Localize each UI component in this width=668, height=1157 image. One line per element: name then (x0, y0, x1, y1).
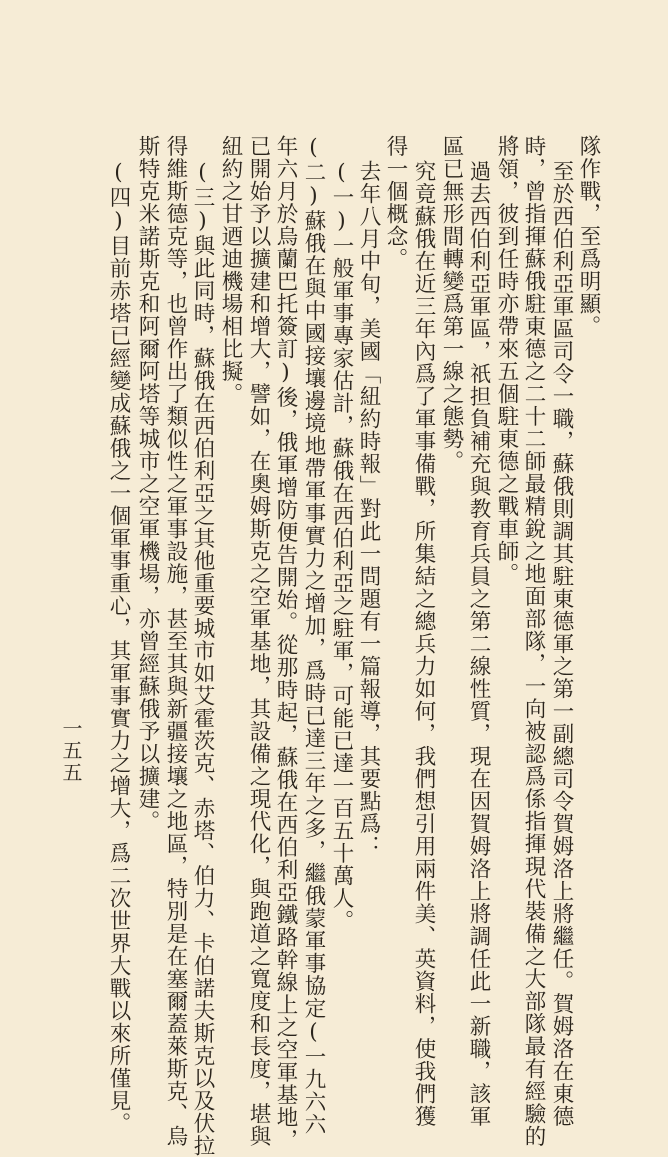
text-column: 隊作戰，至爲明顯。 (576, 135, 601, 338)
text-column: (一)一般軍事專家估計，蘇俄在西伯利亞之駐軍，可能已達一百五十萬人。 (329, 160, 354, 932)
text-column: 去年八月中旬，美國「紐約時報」對此一問題有一篇報導，其要點爲： (356, 160, 381, 858)
text-column: 得一個概念。 (383, 135, 408, 270)
text-column: 年六月於烏蘭巴托簽訂)後，俄軍增防便告開始。從那時起，蘇俄在西伯利亞鐵路幹線上之空軍基地， (273, 135, 298, 1151)
text-column: 將領，彼到任時亦帶來五個駐東德之戰車師。 (494, 135, 519, 585)
text-column: 究竟蘇俄在近三年內爲了軍事備戰，所集結之總兵力如何，我們想引用兩件美、英資料，使我們獲 (411, 160, 436, 1128)
text-column: (二)蘇俄在與中國接壤邊境地帶軍事實力之增加，爲時已達三年之多，繼俄蒙軍事協定(一九六六 (301, 135, 326, 1136)
text-column: 過去西伯利亞軍區，祇担負補充與教育兵員之第二線性質，現在因賀姆洛上將調任此一新職，該軍 (466, 160, 491, 1128)
text-column: 至於西伯利亞軍區司令一職，蘇俄則調其駐東德軍之第一副總司令賀姆洛上將繼任。賀姆洛在東德 (549, 160, 574, 1128)
text-column: 區已無形間轉變爲第一線之態勢。 (439, 135, 464, 473)
text-column: 斯特克米諾斯克和阿爾阿塔等城市之空軍機場，亦曾經蘇俄予以擴建。 (135, 135, 160, 833)
text-column: 得維斯德克等，也曾作出了類似性之軍事設施，甚至其與新疆接壤之地區，特別是在塞爾蓋萊斯克、烏 (163, 135, 188, 1148)
text-column: (三)與此同時，蘇俄在西伯利亞之其他重要城市如艾霍茨克、赤塔、伯力、卡伯諾夫斯克以及伏拉 (190, 160, 215, 1157)
text-column: 時，曾指揮蘇俄駐東德之二十二師最精銳之地面部隊，一向被認爲係指揮現代裝備之大部隊最有經驗的 (521, 135, 546, 1148)
text-column: 已開始予以擴建和增大，譬如，在奧姆斯克之空軍基地，其設備之現代化，與跑道之寬度和長度，堪與 (246, 135, 271, 1148)
text-column: 紐約之甘迺迪機場相比擬。 (218, 135, 243, 405)
page-number: 一五五 (59, 718, 83, 784)
text-column: (四)目前赤塔已經變成蘇俄之一個軍事重心，其軍事實力之增大，爲二次世界大戰以來所僅見。 (106, 160, 131, 1135)
